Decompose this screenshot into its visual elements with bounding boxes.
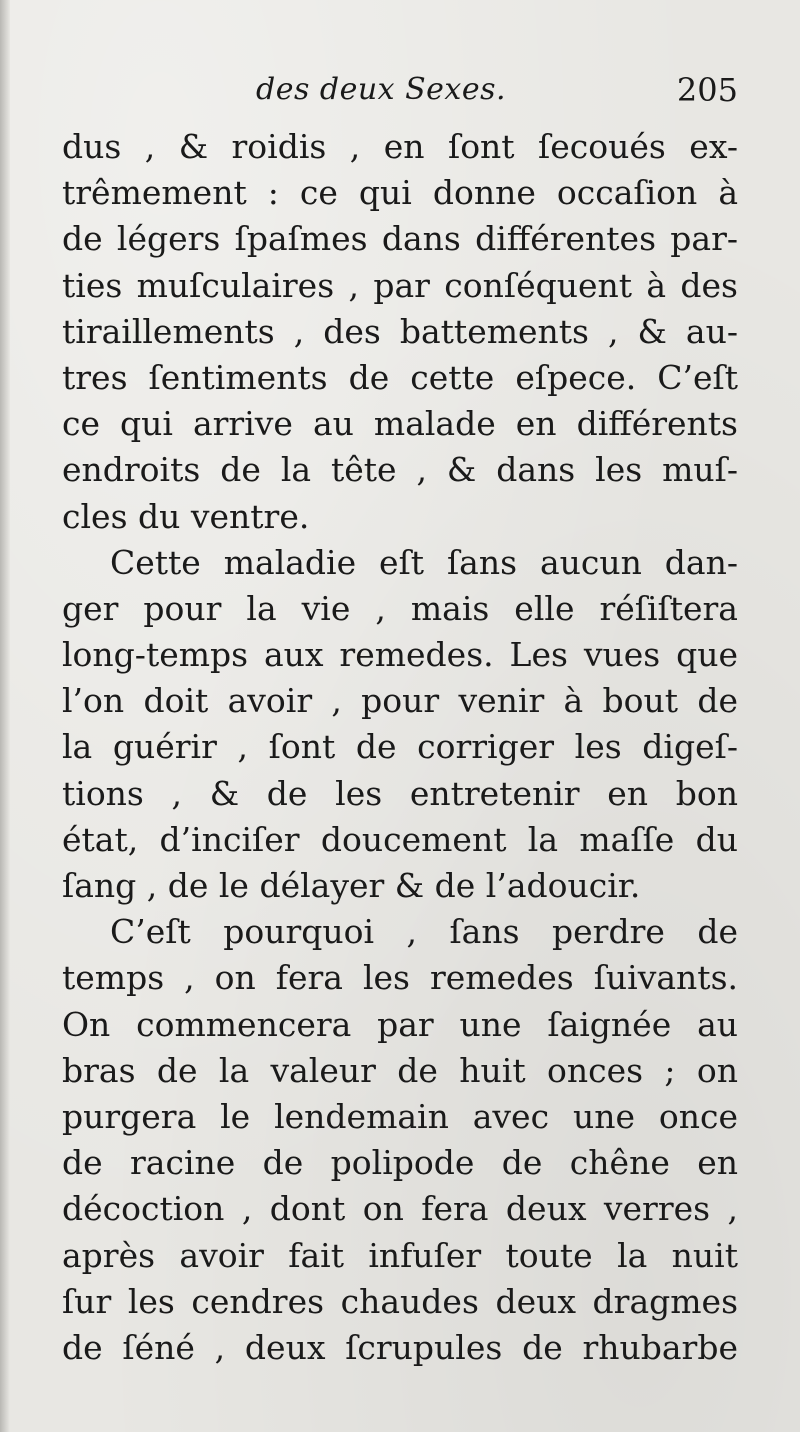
text-line: ties muſculaires , par conſéquent à des — [62, 265, 738, 305]
text-line: ce qui arrive au malade en différents — [62, 404, 738, 444]
page-header — [62, 66, 738, 114]
text-line: cles du ventre. — [62, 496, 310, 536]
text-line: état, d’inciſer doucement la maſſe du — [62, 819, 738, 859]
text-line: long-temps aux remedes. Les vues que — [62, 635, 738, 675]
text-line: bras de la valeur de huit onces ; on — [62, 1050, 738, 1090]
text-line: purgera le lendemain avec une once — [62, 1096, 738, 1136]
text-line: ſang , de le délayer & de l’adoucir. — [62, 866, 641, 905]
text-line: tions , & de les entretenir en bon — [62, 773, 738, 813]
text-line: de racine de polipode de chêne en — [62, 1143, 738, 1183]
text-line: On commencera par une ſaignée au — [62, 1004, 738, 1044]
text-line: dus , & roidis , en ſont ſecoués ex- — [62, 127, 738, 166]
text-line: C’eſt pourquoi , ſans perdre de — [110, 912, 738, 952]
text-line: tiraillements , des battements , & au- — [62, 311, 738, 351]
text-line: l’on doit avoir , pour venir à bout de — [62, 681, 738, 721]
text-line: temps , on fera les remedes ſuivants. — [62, 958, 738, 998]
text-line: tres ſentiments de cette eſpece. C’eſt — [62, 357, 738, 397]
text-line: ſur les cendres chaudes deux dragmes — [62, 1281, 738, 1321]
page-gutter-shadow — [0, 0, 10, 1432]
body-text — [62, 124, 738, 1371]
running-head: des deux Sexes. — [256, 72, 507, 107]
text-line: endroits de la tête , & dans les muſ- — [62, 450, 738, 490]
page-number: 205 — [676, 71, 738, 109]
text-line: après avoir fait infuſer toute la nuit — [62, 1235, 738, 1275]
text-line: de ſéné , deux ſcrupules de rhubarbe — [62, 1327, 738, 1367]
text-line: décoction , dont on fera deux verres , — [62, 1189, 738, 1229]
text-line: de légers ſpaſmes dans différentes par- — [62, 219, 738, 259]
text-line: trêmement : ce qui donne occaſion à — [62, 173, 738, 213]
text-line: Cette maladie eſt ſans aucun dan- — [110, 542, 738, 582]
text-line: ger pour la vie , mais elle réſiſtera — [62, 588, 738, 628]
text-line: la guérir , ſont de corriger les digeſ- — [62, 727, 738, 767]
